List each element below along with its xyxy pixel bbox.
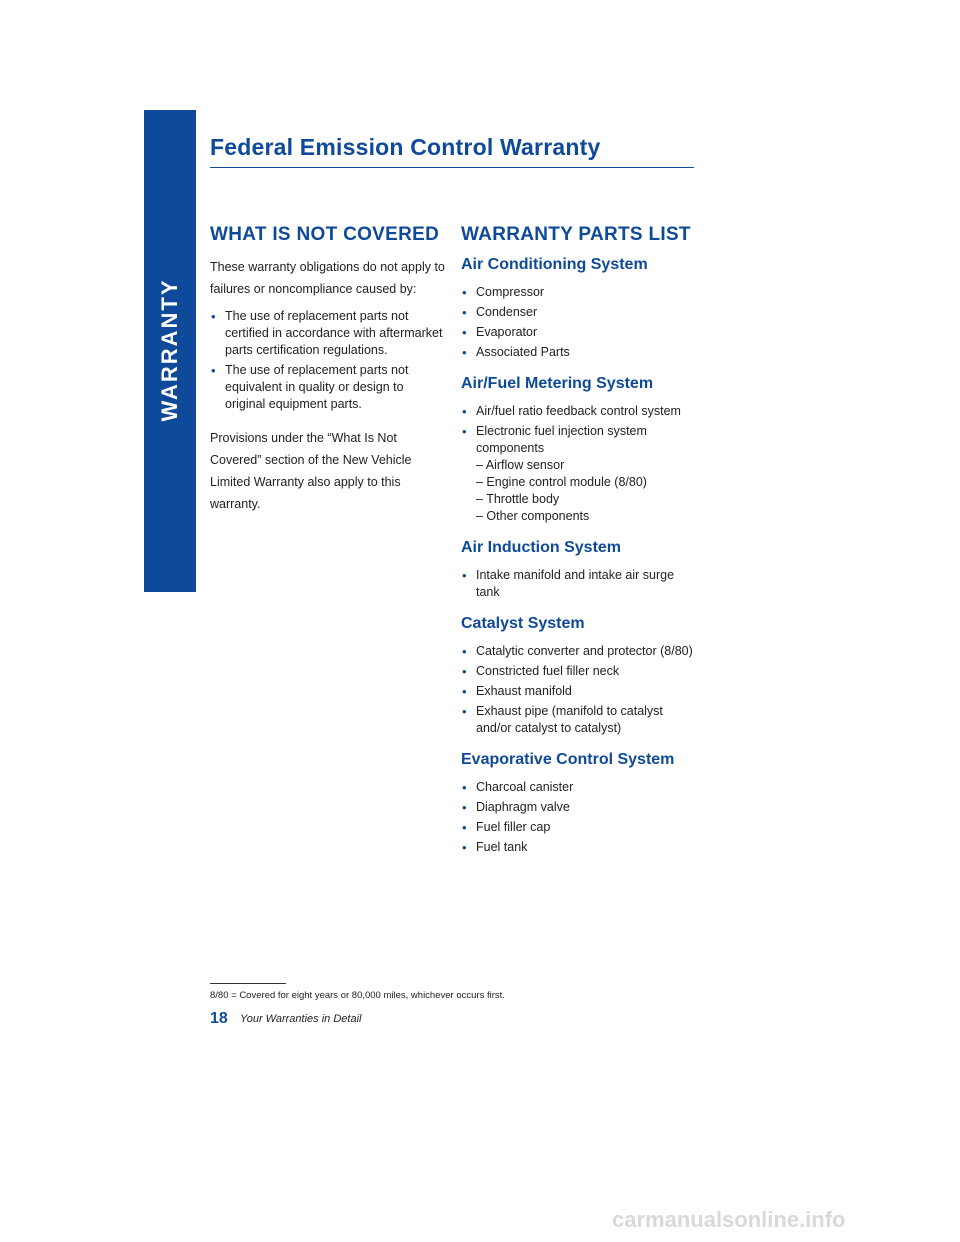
list-item: • Electronic fuel injection system components – Airflow sensor – Engine control module (8/80) – Throttle body – Other components [461, 423, 701, 525]
footer-title: Your Warranties in Detail [240, 1013, 362, 1025]
sub-list [476, 457, 701, 525]
air-fuel-heading: Air/Fuel Metering System [461, 375, 654, 392]
air-induction-heading: Air Induction System [461, 539, 622, 556]
list-item: • Associated Parts [462, 345, 570, 360]
list-item: • Compressor [462, 285, 545, 300]
bullet-icon: • [462, 305, 467, 320]
bullet-icon: • [462, 325, 467, 340]
title-divider [210, 167, 694, 168]
catalyst-heading: Catalyst System [461, 615, 585, 632]
not-covered-heading: WHAT IS NOT COVERED [210, 224, 440, 245]
page-number: 18 [210, 1010, 228, 1027]
sub-list-item: – Other components [476, 509, 590, 523]
air-fuel-list [461, 403, 701, 525]
list-item: • Diaphragm valve [462, 800, 570, 815]
list-item: • The use of replacement parts not certified in accordance with aftermarket parts certification regulations. [211, 309, 443, 357]
bullet-icon: • [462, 568, 467, 583]
list-item: • Exhaust manifold [462, 684, 572, 699]
list-item: • Fuel tank [462, 840, 528, 855]
bullet-icon: • [462, 404, 467, 419]
air-conditioning-heading: Air Conditioning System [461, 256, 648, 273]
section-tab-label: WARRANTY [157, 278, 182, 422]
bullet-icon: • [462, 820, 467, 835]
bullet-icon: • [211, 309, 216, 324]
bullet-icon: • [462, 664, 467, 679]
sub-list-item: – Throttle body [476, 492, 560, 506]
page-title: Federal Emission Control Warranty [210, 134, 601, 160]
list-item: • Fuel filler cap [462, 820, 551, 835]
list-item: • Condenser [462, 305, 538, 320]
list-item: • Exhaust pipe (manifold to catalyst and/or catalyst to catalyst) [462, 704, 663, 735]
sub-list-item: – Airflow sensor [476, 458, 565, 472]
watermark: carmanualsonline.info [612, 1207, 846, 1232]
bullet-icon: • [462, 684, 467, 699]
evaporative-heading: Evaporative Control System [461, 751, 675, 768]
list-item: • Evaporator [462, 325, 538, 340]
list-item: • Constricted fuel filler neck [462, 664, 620, 679]
bullet-icon: • [462, 780, 467, 795]
air-induction-list [461, 567, 701, 601]
catalyst-list [461, 643, 701, 737]
bullet-icon: • [462, 704, 467, 719]
list-item: • Charcoal canister [462, 780, 574, 795]
list-item: • The use of replacement parts not equivalent in quality or design to original equipment parts. [211, 363, 409, 411]
parts-list-heading: WARRANTY PARTS LIST [461, 224, 691, 245]
sub-list-item: – Engine control module (8/80) [476, 475, 647, 489]
not-covered-column [210, 224, 445, 523]
not-covered-closing: Provisions under the “What Is Not Covered” section of the New Vehicle Limited Warranty also apply to this warranty. [210, 431, 412, 511]
bullet-icon: • [462, 285, 467, 300]
bullet-icon: • [462, 800, 467, 815]
bullet-icon: • [462, 345, 467, 360]
air-conditioning-list [461, 284, 701, 361]
bullet-icon: • [462, 424, 467, 439]
not-covered-list [210, 308, 445, 413]
parts-list-column [461, 224, 701, 870]
bullet-icon: • [462, 644, 467, 659]
evaporative-list [461, 779, 701, 856]
list-item: • Intake manifold and intake air surge tank [462, 568, 675, 599]
list-item: • Catalytic converter and protector (8/80) [462, 644, 693, 659]
footnote: 8/80 = Covered for eight years or 80,000 miles, whichever occurs first. [210, 990, 505, 1001]
list-item: • Air/fuel ratio feedback control system [462, 404, 681, 419]
bullet-icon: • [211, 363, 216, 378]
bullet-icon: • [462, 840, 467, 855]
not-covered-intro: These warranty obligations do not apply to failures or noncompliance caused by: [210, 260, 445, 296]
footnote-divider [210, 983, 286, 984]
